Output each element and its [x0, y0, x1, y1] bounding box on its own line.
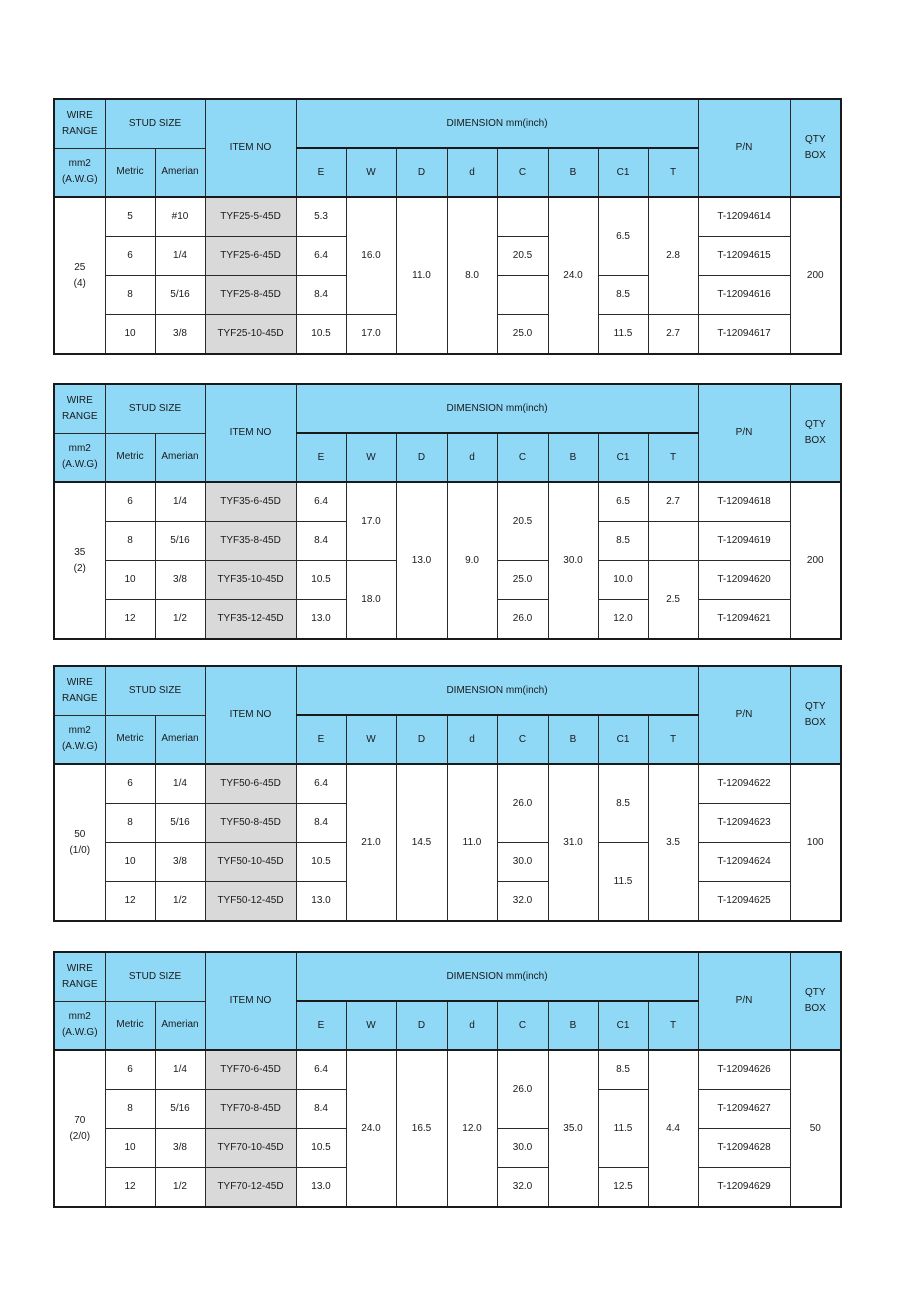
dim-e-cell: 6.4: [296, 237, 346, 276]
dim-w-cell: 24.0: [346, 1050, 396, 1207]
spec-table-50: [53, 665, 842, 922]
table-row: [54, 1050, 841, 1090]
dim-e-header: E: [296, 148, 346, 197]
metric-cell: 10: [105, 315, 155, 355]
dim-c1-cell: 11.5: [598, 1090, 648, 1168]
dim-c-cell: 26.0: [497, 600, 548, 640]
dim-b-header: B: [548, 148, 598, 197]
wire-range-cell: 70 (2/0): [54, 1050, 105, 1207]
wire-range-cell: 25 (4): [54, 197, 105, 354]
metric-cell: 6: [105, 764, 155, 804]
dim-c1-header: C1: [598, 715, 648, 764]
pn-cell: T-12094624: [698, 843, 790, 882]
pn-cell: T-12094618: [698, 482, 790, 522]
amerian-cell: 5/16: [155, 276, 205, 315]
metric-cell: 10: [105, 1129, 155, 1168]
amerian-cell: 3/8: [155, 561, 205, 600]
dim-e-cell: 10.5: [296, 1129, 346, 1168]
spec-table-35: [53, 383, 842, 640]
amerian-cell: 3/8: [155, 315, 205, 355]
item-no-cell: TYF70-12-45D: [205, 1168, 296, 1208]
dim-d-cell: 8.0: [447, 197, 497, 354]
dim-d-header: d: [447, 715, 497, 764]
dim-e-header: E: [296, 715, 346, 764]
metric-cell: 10: [105, 843, 155, 882]
dim-c1-cell: 12.0: [598, 600, 648, 640]
metric-cell: 12: [105, 882, 155, 922]
dim-t-cell: [648, 522, 698, 561]
amerian-cell: 5/16: [155, 804, 205, 843]
dim-c-cell: 20.5: [497, 482, 548, 561]
dim-c-cell: 26.0: [497, 764, 548, 843]
dim-t-cell: 4.4: [648, 1050, 698, 1207]
dim-c-header: C: [497, 1001, 548, 1050]
amerian-cell: 1/2: [155, 882, 205, 922]
pn-cell: T-12094623: [698, 804, 790, 843]
dim-D-header: D: [396, 148, 447, 197]
item-no-header: ITEM NO: [205, 384, 296, 482]
amerian-cell: 1/2: [155, 1168, 205, 1208]
item-no-cell: TYF70-6-45D: [205, 1050, 296, 1090]
qty-box-cell: 200: [790, 197, 841, 354]
dim-D-header: D: [396, 433, 447, 482]
dim-e-cell: 10.5: [296, 315, 346, 355]
dim-c-header: C: [497, 715, 548, 764]
dim-c1-header: C1: [598, 1001, 648, 1050]
spec-table-70: [53, 951, 842, 1208]
item-no-cell: TYF35-10-45D: [205, 561, 296, 600]
item-no-cell: TYF25-10-45D: [205, 315, 296, 355]
qty-box-header: QTY BOX: [790, 384, 841, 482]
dim-c-cell: 32.0: [497, 882, 548, 922]
dim-t-header: T: [648, 433, 698, 482]
dim-t-header: T: [648, 715, 698, 764]
dim-c1-header: C1: [598, 433, 648, 482]
metric-cell: 6: [105, 237, 155, 276]
dim-c1-cell: 10.0: [598, 561, 648, 600]
dim-b-cell: 24.0: [548, 197, 598, 354]
table-row: [54, 764, 841, 804]
dim-b-cell: 30.0: [548, 482, 598, 639]
dim-c-cell: 30.0: [497, 1129, 548, 1168]
item-no-cell: TYF50-12-45D: [205, 882, 296, 922]
dim-w-cell: 18.0: [346, 561, 396, 640]
stud-size-header: STUD SIZE: [105, 384, 205, 433]
item-no-header: ITEM NO: [205, 99, 296, 197]
amerian-cell: 1/4: [155, 764, 205, 804]
metric-cell: 6: [105, 482, 155, 522]
mm2-awg-header: mm2 (A.W.G): [54, 148, 105, 197]
amerian-cell: #10: [155, 197, 205, 237]
dim-c1-cell: 8.5: [598, 764, 648, 843]
item-no-cell: TYF70-10-45D: [205, 1129, 296, 1168]
pn-cell: T-12094622: [698, 764, 790, 804]
dim-e-cell: 8.4: [296, 804, 346, 843]
dim-c-cell: 25.0: [497, 561, 548, 600]
qty-box-cell: 50: [790, 1050, 841, 1207]
item-no-header: ITEM NO: [205, 666, 296, 764]
dim-t-header: T: [648, 1001, 698, 1050]
item-no-cell: TYF50-10-45D: [205, 843, 296, 882]
wire-range-header: WIRE RANGE: [54, 384, 105, 433]
dim-D-header: D: [396, 715, 447, 764]
dim-b-cell: 35.0: [548, 1050, 598, 1207]
item-no-header: ITEM NO: [205, 952, 296, 1050]
dim-b-header: B: [548, 433, 598, 482]
dim-t-cell: 3.5: [648, 764, 698, 921]
wire-range-header: WIRE RANGE: [54, 952, 105, 1001]
metric-cell: 10: [105, 561, 155, 600]
metric-cell: 12: [105, 600, 155, 640]
pn-cell: T-12094626: [698, 1050, 790, 1090]
item-no-cell: TYF35-6-45D: [205, 482, 296, 522]
wire-range-header: WIRE RANGE: [54, 99, 105, 148]
dim-e-header: E: [296, 433, 346, 482]
stud-size-header: STUD SIZE: [105, 99, 205, 148]
dim-c1-cell: 6.5: [598, 197, 648, 276]
amerian-header: Amerian: [155, 715, 205, 764]
dim-e-cell: 6.4: [296, 482, 346, 522]
metric-header: Metric: [105, 715, 155, 764]
item-no-cell: TYF25-5-45D: [205, 197, 296, 237]
dim-c1-cell: 11.5: [598, 843, 648, 922]
dim-d-cell: 12.0: [447, 1050, 497, 1207]
dim-c1-cell: 12.5: [598, 1168, 648, 1208]
qty-box-header: QTY BOX: [790, 666, 841, 764]
dim-c1-cell: 11.5: [598, 315, 648, 355]
dim-d-cell: 9.0: [447, 482, 497, 639]
dim-e-cell: 13.0: [296, 600, 346, 640]
metric-cell: 8: [105, 804, 155, 843]
qty-box-header: QTY BOX: [790, 99, 841, 197]
dim-b-header: B: [548, 1001, 598, 1050]
table-row: [54, 197, 841, 237]
dim-t-cell: 2.8: [648, 197, 698, 315]
dim-D-header: D: [396, 1001, 447, 1050]
dim-c1-header: C1: [598, 148, 648, 197]
pn-cell: T-12094628: [698, 1129, 790, 1168]
dim-D-cell: 16.5: [396, 1050, 447, 1207]
amerian-header: Amerian: [155, 433, 205, 482]
pn-cell: T-12094617: [698, 315, 790, 355]
item-no-cell: TYF35-12-45D: [205, 600, 296, 640]
pn-cell: T-12094625: [698, 882, 790, 922]
dim-w-header: W: [346, 715, 396, 764]
mm2-awg-header: mm2 (A.W.G): [54, 1001, 105, 1050]
amerian-cell: 1/4: [155, 482, 205, 522]
qty-box-cell: 200: [790, 482, 841, 639]
dim-b-header: B: [548, 715, 598, 764]
stud-size-header: STUD SIZE: [105, 666, 205, 715]
metric-cell: 12: [105, 1168, 155, 1208]
dim-c-cell: 20.5: [497, 237, 548, 276]
item-no-cell: TYF50-8-45D: [205, 804, 296, 843]
dim-c-cell: 25.0: [497, 315, 548, 355]
dimension-header: DIMENSION mm(inch): [296, 384, 698, 433]
metric-cell: 8: [105, 522, 155, 561]
dim-d-header: d: [447, 1001, 497, 1050]
amerian-header: Amerian: [155, 148, 205, 197]
dim-c1-cell: 6.5: [598, 482, 648, 522]
metric-cell: 8: [105, 1090, 155, 1129]
amerian-cell: 3/8: [155, 843, 205, 882]
dim-c-header: C: [497, 148, 548, 197]
dim-e-cell: 8.4: [296, 276, 346, 315]
dim-c-cell: [497, 276, 548, 315]
metric-cell: 5: [105, 197, 155, 237]
dim-t-cell: 2.7: [648, 315, 698, 355]
metric-cell: 6: [105, 1050, 155, 1090]
dim-c-cell: 26.0: [497, 1050, 548, 1129]
dim-e-cell: 8.4: [296, 1090, 346, 1129]
dim-c-cell: [497, 197, 548, 237]
dim-e-cell: 8.4: [296, 522, 346, 561]
metric-header: Metric: [105, 148, 155, 197]
dim-c1-cell: 8.5: [598, 522, 648, 561]
amerian-cell: 3/8: [155, 1129, 205, 1168]
pn-header: P/N: [698, 384, 790, 482]
dim-e-cell: 10.5: [296, 843, 346, 882]
dim-d-header: d: [447, 148, 497, 197]
item-no-cell: TYF35-8-45D: [205, 522, 296, 561]
dimension-header: DIMENSION mm(inch): [296, 952, 698, 1001]
dimension-header: DIMENSION mm(inch): [296, 99, 698, 148]
pn-cell: T-12094615: [698, 237, 790, 276]
metric-header: Metric: [105, 433, 155, 482]
dim-e-cell: 6.4: [296, 1050, 346, 1090]
stud-size-header: STUD SIZE: [105, 952, 205, 1001]
amerian-cell: 1/4: [155, 1050, 205, 1090]
dim-w-cell: 21.0: [346, 764, 396, 921]
dim-e-cell: 13.0: [296, 882, 346, 922]
item-no-cell: TYF25-8-45D: [205, 276, 296, 315]
item-no-cell: TYF50-6-45D: [205, 764, 296, 804]
qty-box-cell: 100: [790, 764, 841, 921]
dim-D-cell: 11.0: [396, 197, 447, 354]
pn-cell: T-12094621: [698, 600, 790, 640]
dim-e-cell: 10.5: [296, 561, 346, 600]
pn-cell: T-12094629: [698, 1168, 790, 1208]
table-row: [54, 482, 841, 522]
amerian-cell: 5/16: [155, 522, 205, 561]
spec-table-25: [53, 98, 842, 355]
qty-box-header: QTY BOX: [790, 952, 841, 1050]
dim-t-header: T: [648, 148, 698, 197]
dim-d-cell: 11.0: [447, 764, 497, 921]
pn-cell: T-12094619: [698, 522, 790, 561]
pn-cell: T-12094620: [698, 561, 790, 600]
metric-header: Metric: [105, 1001, 155, 1050]
dim-e-header: E: [296, 1001, 346, 1050]
dim-t-cell: 2.5: [648, 561, 698, 640]
mm2-awg-header: mm2 (A.W.G): [54, 433, 105, 482]
dim-w-cell: 17.0: [346, 315, 396, 355]
dim-t-cell: 2.7: [648, 482, 698, 522]
metric-cell: 8: [105, 276, 155, 315]
dim-c-cell: 30.0: [497, 843, 548, 882]
dim-d-header: d: [447, 433, 497, 482]
dim-D-cell: 13.0: [396, 482, 447, 639]
dim-c-header: C: [497, 433, 548, 482]
pn-header: P/N: [698, 666, 790, 764]
amerian-header: Amerian: [155, 1001, 205, 1050]
dim-c1-cell: 8.5: [598, 1050, 648, 1090]
amerian-cell: 1/4: [155, 237, 205, 276]
dimension-header: DIMENSION mm(inch): [296, 666, 698, 715]
pn-header: P/N: [698, 952, 790, 1050]
pn-cell: T-12094627: [698, 1090, 790, 1129]
wire-range-cell: 50 (1/0): [54, 764, 105, 921]
dim-c-cell: 32.0: [497, 1168, 548, 1208]
dim-w-header: W: [346, 1001, 396, 1050]
pn-cell: T-12094614: [698, 197, 790, 237]
amerian-cell: 1/2: [155, 600, 205, 640]
wire-range-cell: 35 (2): [54, 482, 105, 639]
pn-header: P/N: [698, 99, 790, 197]
dim-e-cell: 13.0: [296, 1168, 346, 1208]
dim-e-cell: 5.3: [296, 197, 346, 237]
dim-w-header: W: [346, 148, 396, 197]
dim-e-cell: 6.4: [296, 764, 346, 804]
amerian-cell: 5/16: [155, 1090, 205, 1129]
item-no-cell: TYF70-8-45D: [205, 1090, 296, 1129]
dim-w-header: W: [346, 433, 396, 482]
dim-w-cell: 17.0: [346, 482, 396, 561]
wire-range-header: WIRE RANGE: [54, 666, 105, 715]
dim-b-cell: 31.0: [548, 764, 598, 921]
dim-c1-cell: 8.5: [598, 276, 648, 315]
pn-cell: T-12094616: [698, 276, 790, 315]
item-no-cell: TYF25-6-45D: [205, 237, 296, 276]
dim-w-cell: 16.0: [346, 197, 396, 315]
dim-D-cell: 14.5: [396, 764, 447, 921]
mm2-awg-header: mm2 (A.W.G): [54, 715, 105, 764]
